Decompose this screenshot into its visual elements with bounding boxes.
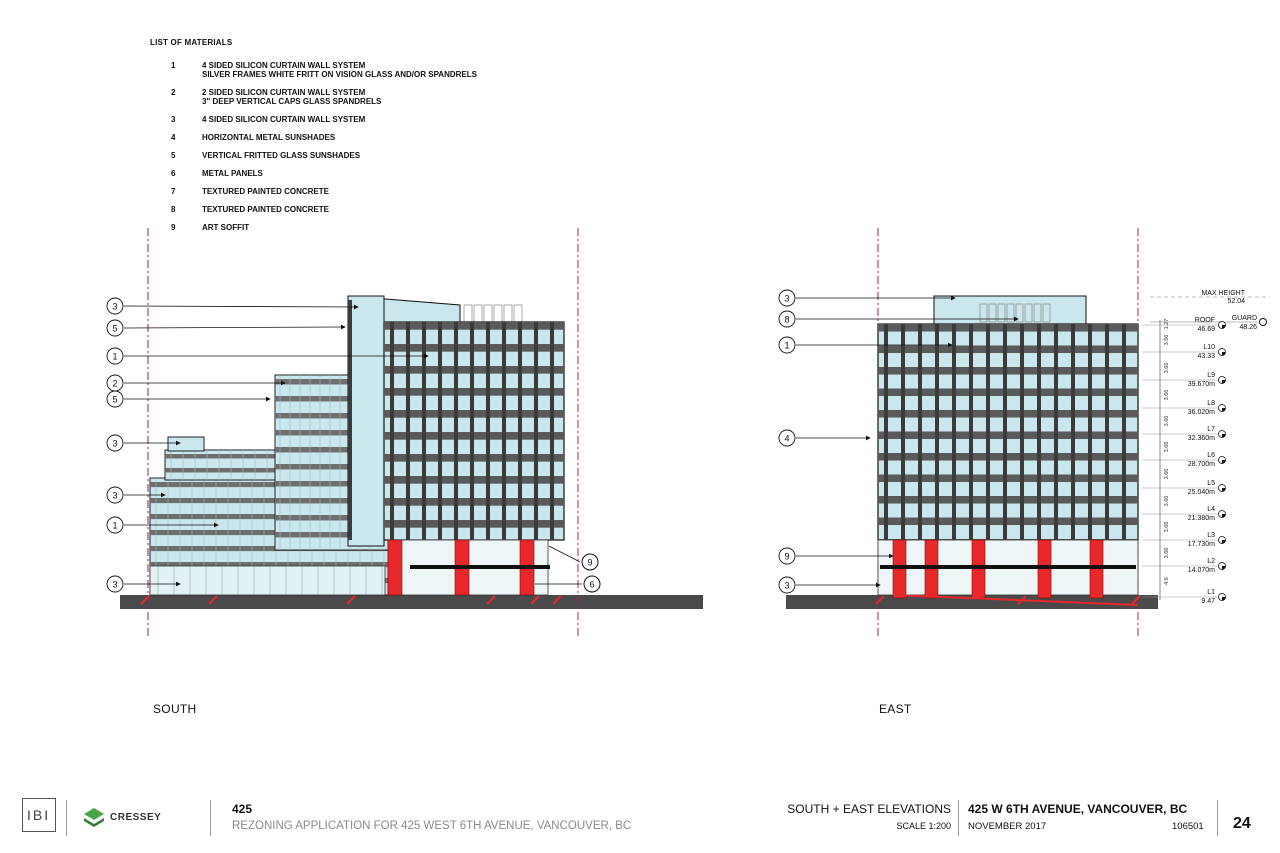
spandrel-band xyxy=(878,346,1138,354)
dimension-value: 1.27 xyxy=(1164,318,1170,330)
east-callout-4: 4 xyxy=(784,433,790,444)
east-callout-9: 9 xyxy=(784,551,790,562)
material-text: VERTICAL FRITTED GLASS SUNSHADES xyxy=(202,151,361,160)
level-marker-fill xyxy=(1222,352,1226,356)
level-marker-fill xyxy=(1222,514,1226,518)
material-number: 2 xyxy=(171,88,176,97)
level-elevation: 28.700m xyxy=(1187,461,1215,468)
vertical-fin xyxy=(918,324,922,540)
material-text: METAL PANELS xyxy=(202,169,263,178)
spandrel-band xyxy=(878,324,1138,332)
dimension-value: 3.66 xyxy=(1164,389,1170,401)
south-stair-core xyxy=(348,296,384,546)
level-name: L1 xyxy=(1207,589,1215,596)
level-name: L7 xyxy=(1207,426,1215,433)
material-text: ART SOFFIT xyxy=(202,223,250,232)
south-callout-3: 3 xyxy=(112,490,118,501)
material-text: TEXTURED PAINTED CONCRETE xyxy=(202,187,329,196)
dimension-value: 3.66 xyxy=(1164,521,1170,533)
level-elevation: 36.020m xyxy=(1187,409,1215,416)
level-marker-fill xyxy=(1222,380,1226,384)
east-elevation xyxy=(779,228,1270,638)
material-number: 3 xyxy=(171,115,176,124)
level-marker-fill xyxy=(1222,540,1226,544)
level-name: L10 xyxy=(1203,344,1215,351)
vertical-fin xyxy=(952,324,956,540)
spandrel-band xyxy=(878,389,1138,397)
south-callout-3: 3 xyxy=(112,301,118,312)
level-name: L5 xyxy=(1207,480,1215,487)
red-column xyxy=(388,540,402,595)
south-core-edge xyxy=(348,300,352,540)
material-text: 4 SIDED SILICON CURTAIN WALL SYSTEM xyxy=(202,115,366,124)
level-marker-fill xyxy=(1222,434,1226,438)
vertical-fin xyxy=(935,324,939,540)
vertical-fin xyxy=(884,324,888,540)
spandrel-band xyxy=(878,453,1138,461)
level-name: ROOF xyxy=(1194,317,1215,324)
vertical-fin xyxy=(454,322,458,540)
dimension-value: 3.66 xyxy=(1164,495,1170,507)
material-number: 7 xyxy=(171,187,176,196)
level-elevation: 46.69 xyxy=(1197,326,1215,333)
sheet-title: SOUTH + EAST ELEVATIONS xyxy=(787,802,951,816)
level-elevation: 17.730m xyxy=(1187,541,1215,548)
material-number: 5 xyxy=(171,151,176,160)
south-callout-5: 5 xyxy=(112,394,118,405)
dimension-value: 3.66 xyxy=(1164,362,1170,374)
project-description: REZONING APPLICATION FOR 425 WEST 6TH AVENUE, VANCOUVER, BC xyxy=(232,820,632,832)
cressey-logo-icon xyxy=(82,806,106,828)
vertical-fin xyxy=(502,322,506,540)
spandrel-band xyxy=(878,410,1138,418)
level-name: L3 xyxy=(1207,532,1215,539)
vertical-fin xyxy=(986,324,990,540)
south-callout-3: 3 xyxy=(112,438,118,449)
south-callout-1: 1 xyxy=(112,520,118,531)
level-name: L6 xyxy=(1207,452,1215,459)
ground-slab xyxy=(120,595,703,609)
level-marker-fill xyxy=(1222,566,1226,570)
material-number: 1 xyxy=(171,61,176,70)
spandrel-band xyxy=(878,496,1138,504)
material-text: TEXTURED PAINTED CONCRETE xyxy=(202,205,329,214)
material-text: 4 SIDED SILICON CURTAIN WALL SYSTEM SILVER FRAMES WHITE FRITT ON VISION GLASS AND/OR SPANDRELS xyxy=(202,61,477,79)
cressey-logo-text: CRESSEY xyxy=(110,812,162,823)
vertical-fin xyxy=(518,322,522,540)
south-callout-6: 6 xyxy=(589,579,595,590)
vertical-fin xyxy=(422,322,426,540)
issue-date: NOVEMBER 2017 xyxy=(968,821,1047,832)
vertical-fin xyxy=(1088,324,1092,540)
project-number: 425 xyxy=(232,802,253,816)
project-address: 425 W 6TH AVENUE, VANCOUVER, BC xyxy=(968,802,1188,816)
east-callout-3: 3 xyxy=(784,293,790,304)
spandrel-band xyxy=(878,367,1138,375)
south-elevation xyxy=(107,228,703,638)
vertical-fin xyxy=(1105,324,1109,540)
level-name: L9 xyxy=(1207,372,1215,379)
level-elevation: 39.670m xyxy=(1187,381,1215,388)
material-number: 9 xyxy=(171,223,176,232)
south-callout-5: 5 xyxy=(112,323,118,334)
max-height-label: MAX HEIGHT xyxy=(1201,290,1245,297)
dimension-value: 3.66 xyxy=(1164,334,1170,346)
guard-label: GUARD xyxy=(1231,315,1257,322)
spandrel-band xyxy=(878,518,1138,526)
dimension-value: 3.66 xyxy=(1164,468,1170,480)
vertical-fin xyxy=(1020,324,1024,540)
drawing-scale: SCALE 1:200 xyxy=(896,821,951,831)
vertical-fin xyxy=(1054,324,1058,540)
level-elevation: 25.040m xyxy=(1187,489,1215,496)
ibi-logo: IBI xyxy=(22,798,56,832)
south-roof-box xyxy=(168,437,204,451)
level-elevation: 14.070m xyxy=(1187,567,1215,574)
east-callout-1: 1 xyxy=(784,340,790,351)
vertical-fin xyxy=(534,322,538,540)
south-callout-3: 3 xyxy=(112,579,118,590)
east-callout-3: 3 xyxy=(784,580,790,591)
south-callout-2: 2 xyxy=(112,378,118,389)
level-elevation: 21.380m xyxy=(1187,515,1215,522)
level-name: L4 xyxy=(1207,506,1215,513)
level-marker-fill xyxy=(1222,488,1226,492)
material-number: 4 xyxy=(171,133,176,142)
level-marker-fill xyxy=(1222,460,1226,464)
material-text: 2 SIDED SILICON CURTAIN WALL SYSTEM 3" DEEP VERTICAL CAPS GLASS SPANDRELS xyxy=(202,88,382,106)
dimension-value: 4.6 xyxy=(1164,577,1170,585)
vertical-fin xyxy=(969,324,973,540)
level-name: L2 xyxy=(1207,558,1215,565)
level-marker-fill xyxy=(1222,408,1226,412)
dimension-value: 3.66 xyxy=(1164,415,1170,427)
vertical-fin xyxy=(1071,324,1075,540)
spandrel-band xyxy=(878,475,1138,483)
south-view-label: SOUTH xyxy=(153,702,197,716)
level-name: L8 xyxy=(1207,400,1215,407)
material-number: 6 xyxy=(171,169,176,178)
guard-value: 48.26 xyxy=(1239,324,1257,331)
callout-leader xyxy=(124,306,358,307)
vertical-fin xyxy=(1122,324,1126,540)
vertical-fin xyxy=(470,322,474,540)
south-callout-9: 9 xyxy=(587,557,593,568)
dimension-value: 3.66 xyxy=(1164,441,1170,453)
level-elevation: 32.360m xyxy=(1187,435,1215,442)
level-marker-fill xyxy=(1222,325,1226,329)
vertical-fin xyxy=(390,322,394,540)
material-number: 8 xyxy=(171,205,176,214)
east-view-label: EAST xyxy=(879,702,912,716)
east-callout-8: 8 xyxy=(784,314,790,325)
vertical-fin xyxy=(1003,324,1007,540)
sheet-number: 24 xyxy=(1233,815,1251,832)
callout-leader xyxy=(549,546,580,562)
east-canopy xyxy=(880,565,1136,569)
east-penthouse xyxy=(934,296,1086,324)
dimension-value: 3.66 xyxy=(1164,547,1170,559)
job-number: 106501 xyxy=(1172,821,1204,832)
level-marker-fill xyxy=(1222,597,1226,601)
callout-leader xyxy=(124,327,345,328)
spandrel-band xyxy=(878,432,1138,440)
materials-heading: LIST OF MATERIALS xyxy=(150,38,233,47)
south-callout-1: 1 xyxy=(112,351,118,362)
vertical-fin xyxy=(901,324,905,540)
vertical-fin xyxy=(550,322,554,540)
vertical-fin xyxy=(438,322,442,540)
level-elevation: 43.33 xyxy=(1197,353,1215,360)
vertical-fin xyxy=(406,322,410,540)
level-marker-icon xyxy=(1260,319,1267,326)
max-height-value: 52.04 xyxy=(1227,298,1245,305)
vertical-fin xyxy=(486,322,490,540)
vertical-fin xyxy=(1037,324,1041,540)
material-text: HORIZONTAL METAL SUNSHADES xyxy=(202,133,336,142)
level-elevation: 9.47 xyxy=(1201,598,1215,605)
south-canopy xyxy=(410,565,550,569)
